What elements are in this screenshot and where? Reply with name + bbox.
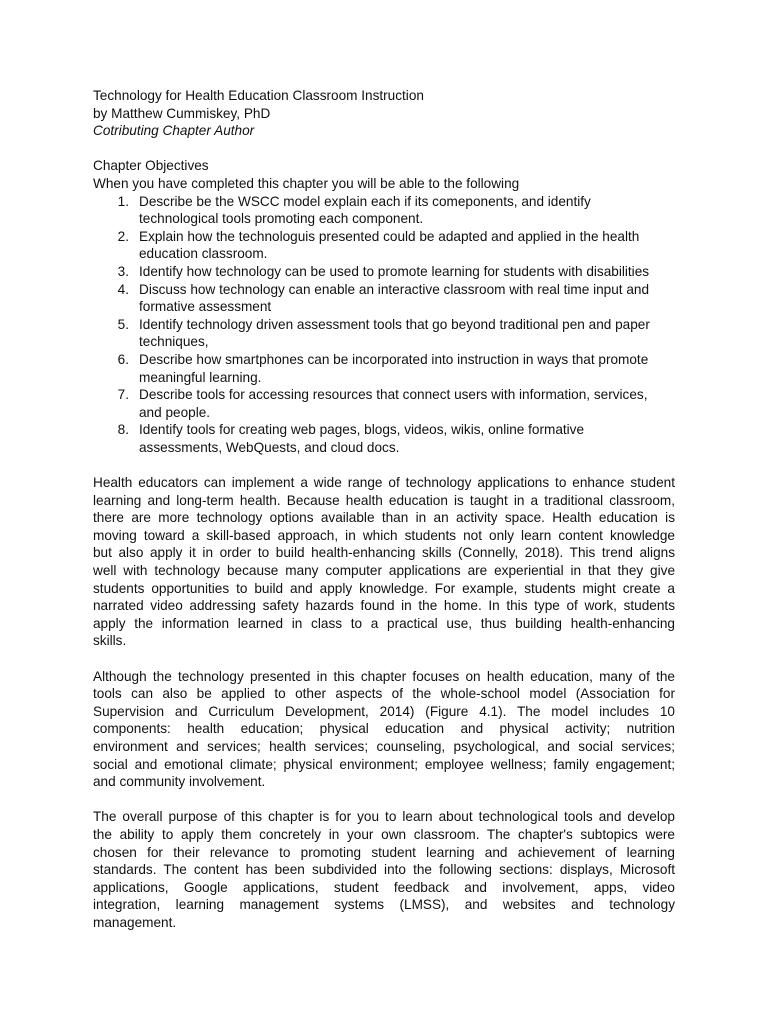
list-item-number: 4. — [117, 281, 129, 297]
paragraph-line: Although the technology presented in this chapter focuses on health education, many of the — [93, 668, 675, 684]
spacer — [93, 650, 675, 668]
paragraph-line: standards. The content has been subdivided into the following sections: displays, Microsoft — [93, 862, 675, 878]
list-item — [93, 281, 675, 316]
list-item — [93, 421, 675, 456]
paragraph-line: components: health education; physical education and physical activity; nutrition — [93, 721, 675, 737]
list-item-text: Describe tools for accessing resources that connect users with information, services, — [139, 387, 648, 403]
document-content — [93, 87, 675, 932]
author-byline: by Matthew Cummiskey, PhD — [93, 105, 271, 121]
spacer — [93, 456, 675, 474]
list-item-number: 5. — [117, 316, 129, 332]
list-item — [93, 228, 675, 263]
paragraph-line: the ability to apply them concretely in your own classroom. The chapter's subtopics were — [93, 826, 675, 842]
list-item-number: 8. — [117, 422, 129, 438]
list-item-number: 6. — [117, 351, 129, 367]
author-role: Cotributing Chapter Author — [93, 123, 255, 139]
list-item — [93, 351, 675, 386]
objectives-list — [93, 193, 675, 457]
spacer — [93, 140, 675, 158]
list-item-text: and people. — [139, 404, 211, 420]
paragraph-line: moving toward a skill-based approach, in which students not only learn content knowledge — [93, 527, 675, 543]
body-paragraph-2 — [93, 668, 675, 791]
paragraph-line: apply the information learned in class to a practical use, thus building health-enhancing — [93, 615, 675, 631]
list-item-text: techniques, — [139, 334, 209, 350]
list-item-text: Identify tools for creating web pages, blogs, videos, wikis, online formative — [139, 422, 585, 438]
list-item-text: Describe be the WSCC model explain each if its comeponents, and identify — [139, 193, 591, 209]
paragraph-line: learning and long-term health. Because health education is taught in a traditional classroom, — [93, 492, 675, 508]
paragraph-line: social and emotional climate; physical environment; employee wellness; family engagement; — [93, 756, 675, 772]
spacer — [93, 791, 675, 809]
paragraph-line: environment and services; health services; counseling, psychological, and social services; — [93, 738, 675, 754]
paragraph-line: applications, Google applications, student feedback and involvement, apps, video — [93, 879, 675, 895]
objectives-intro: When you have completed this chapter you will be able to the following — [93, 175, 520, 191]
list-item-text: Describe how smartphones can be incorporated into instruction in ways that promote — [139, 351, 649, 367]
chapter-title: Technology for Health Education Classroom Instruction — [93, 88, 424, 103]
paragraph-line: management. — [93, 914, 177, 930]
list-item — [93, 316, 675, 351]
paragraph-line: well with technology because many computer applications are experiential in that they give — [93, 563, 675, 579]
paragraph-line: integration, learning management systems (LMSS), and websites and technology — [93, 897, 675, 913]
paragraph-line: tools can also be applied to other aspects of the whole-school model (Association for — [93, 686, 675, 702]
objectives-heading: Chapter Objectives — [93, 158, 209, 174]
list-item-text: Identify how technology can be used to promote learning for students with disabilities — [139, 263, 650, 279]
paragraph-line: skills. — [93, 633, 127, 649]
list-item-text: Explain how the technologuis presented could be adapted and applied in the health — [139, 228, 640, 244]
list-item-text: Identify technology driven assessment tools that go beyond traditional pen and paper — [139, 316, 650, 332]
paragraph-line: but also apply it in order to build health-enhancing skills (Connelly, 2018). This trend aligns — [93, 545, 675, 561]
list-item-text: education classroom. — [139, 246, 268, 262]
paragraph-line: Health educators can implement a wide range of technology applications to enhance student — [93, 475, 675, 491]
paragraph-line: chosen for their relevance to promoting student learning and achievement of learning — [93, 844, 675, 860]
body-paragraph-3 — [93, 808, 675, 931]
paragraph-line: students opportunities to build and apply knowledge. For example, students might create a — [93, 580, 675, 596]
paragraph-line: and community involvement. — [93, 774, 266, 790]
paragraph-line: Supervision and Curriculum Development, 2014) (Figure 4.1). The model includes 10 — [93, 703, 675, 719]
paragraph-line: narrated video addressing safety hazards found in the home. In this type of work, students — [93, 598, 675, 614]
list-item — [93, 386, 675, 421]
list-item-text: meaningful learning. — [139, 369, 262, 385]
list-item-number: 1. — [117, 193, 129, 209]
list-item-text: formative assessment — [139, 299, 272, 315]
list-item — [93, 263, 675, 281]
list-item-text: Discuss how technology can enable an interactive classroom with real time input and — [139, 281, 650, 297]
list-item-number: 7. — [117, 387, 129, 403]
body-paragraph-1 — [93, 474, 675, 650]
list-item-number: 2. — [117, 228, 129, 244]
paragraph-line: The overall purpose of this chapter is for you to learn about technological tools and develop — [93, 809, 675, 825]
list-item-text: assessments, WebQuests, and cloud docs. — [139, 439, 400, 455]
paragraph-line: there are more technology options available than in an activity space. Health education is — [93, 510, 675, 526]
list-item-text: technological tools promoting each component. — [139, 211, 424, 227]
list-item — [93, 193, 675, 228]
list-item-number: 3. — [117, 263, 129, 279]
